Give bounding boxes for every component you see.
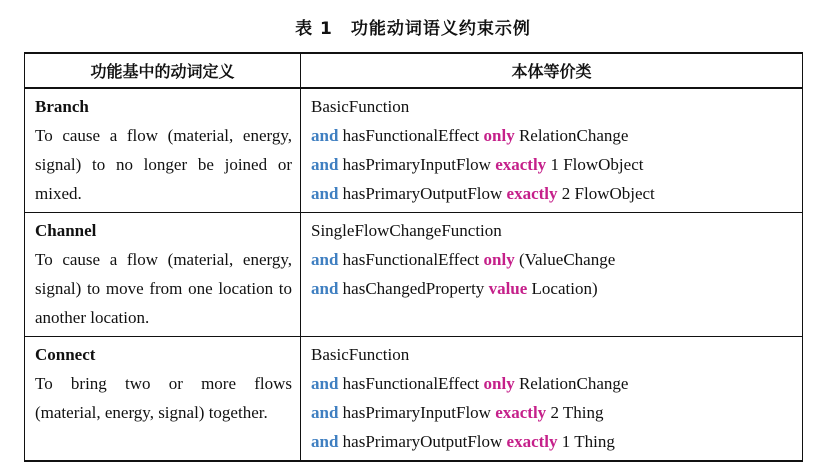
keyword-and: and [311, 250, 339, 269]
axiom-line [311, 274, 794, 303]
property-name: hasChangedProperty [342, 279, 485, 298]
table-number: 表 1 [295, 19, 333, 39]
header-ontology-class: 本体等价类 [301, 53, 803, 88]
property-name: hasFunctionalEffect [342, 126, 480, 145]
axiom-line [311, 150, 794, 179]
keyword-and: and [311, 126, 339, 145]
keyword-and: and [311, 279, 339, 298]
definition-cell [25, 213, 301, 337]
property-value: RelationChange [518, 374, 629, 393]
property-value: Location) [531, 279, 598, 298]
keyword-and: and [311, 184, 339, 203]
axiom-line [311, 179, 794, 208]
property-value: (ValueChange [518, 250, 616, 269]
class-cell [301, 213, 803, 337]
keyword-quantifier: only [483, 374, 515, 393]
axiom-line [311, 369, 794, 398]
verb-name: Branch [35, 97, 89, 116]
property-value: 1 Thing [561, 432, 615, 451]
keyword-quantifier: exactly [506, 184, 558, 203]
property-value: RelationChange [518, 126, 629, 145]
table-title: 功能动词语义约束示例 [350, 19, 531, 39]
keyword-quantifier: value [488, 279, 528, 298]
verb-definition: To cause a flow (material, energy, signal) to move from one location to another location. [35, 250, 292, 327]
keyword-quantifier: exactly [506, 432, 558, 451]
axiom-line [311, 427, 794, 456]
keyword-and: and [311, 432, 339, 451]
class-cell [301, 88, 803, 213]
class-name: SingleFlowChangeFunction [311, 221, 502, 240]
verb-name: Channel [35, 221, 97, 240]
axiom-line [311, 398, 794, 427]
table-row [25, 213, 803, 337]
keyword-quantifier: exactly [495, 403, 547, 422]
header-row [25, 53, 803, 88]
semantic-constraint-table [24, 52, 803, 462]
definition-cell [25, 337, 301, 462]
keyword-quantifier: exactly [495, 155, 547, 174]
class-name: BasicFunction [311, 345, 410, 364]
keyword-and: and [311, 403, 339, 422]
class-cell [301, 337, 803, 462]
keyword-quantifier: only [483, 250, 515, 269]
axiom-line [311, 245, 794, 274]
table-row [25, 88, 803, 213]
property-name: hasPrimaryInputFlow [342, 155, 491, 174]
axiom-line [311, 121, 794, 150]
property-name: hasFunctionalEffect [342, 250, 480, 269]
property-value: 1 FlowObject [550, 155, 644, 174]
keyword-quantifier: only [483, 126, 515, 145]
keyword-and: and [311, 155, 339, 174]
verb-definition: To bring two or more flows (material, energy, signal) together. [35, 374, 292, 422]
property-name: hasPrimaryInputFlow [342, 403, 491, 422]
property-value: 2 Thing [550, 403, 604, 422]
table-caption [0, 14, 826, 39]
definition-cell [25, 88, 301, 213]
verb-name: Connect [35, 345, 96, 364]
header-verb-definition: 功能基中的动词定义 [25, 53, 301, 88]
keyword-and: and [311, 374, 339, 393]
property-name: hasPrimaryOutputFlow [342, 184, 503, 203]
table-row [25, 337, 803, 462]
verb-definition: To cause a flow (material, energy, signal) to no longer be joined or mixed. [35, 126, 292, 203]
class-name: BasicFunction [311, 97, 410, 116]
property-name: hasFunctionalEffect [342, 374, 480, 393]
property-name: hasPrimaryOutputFlow [342, 432, 503, 451]
property-value: 2 FlowObject [561, 184, 655, 203]
